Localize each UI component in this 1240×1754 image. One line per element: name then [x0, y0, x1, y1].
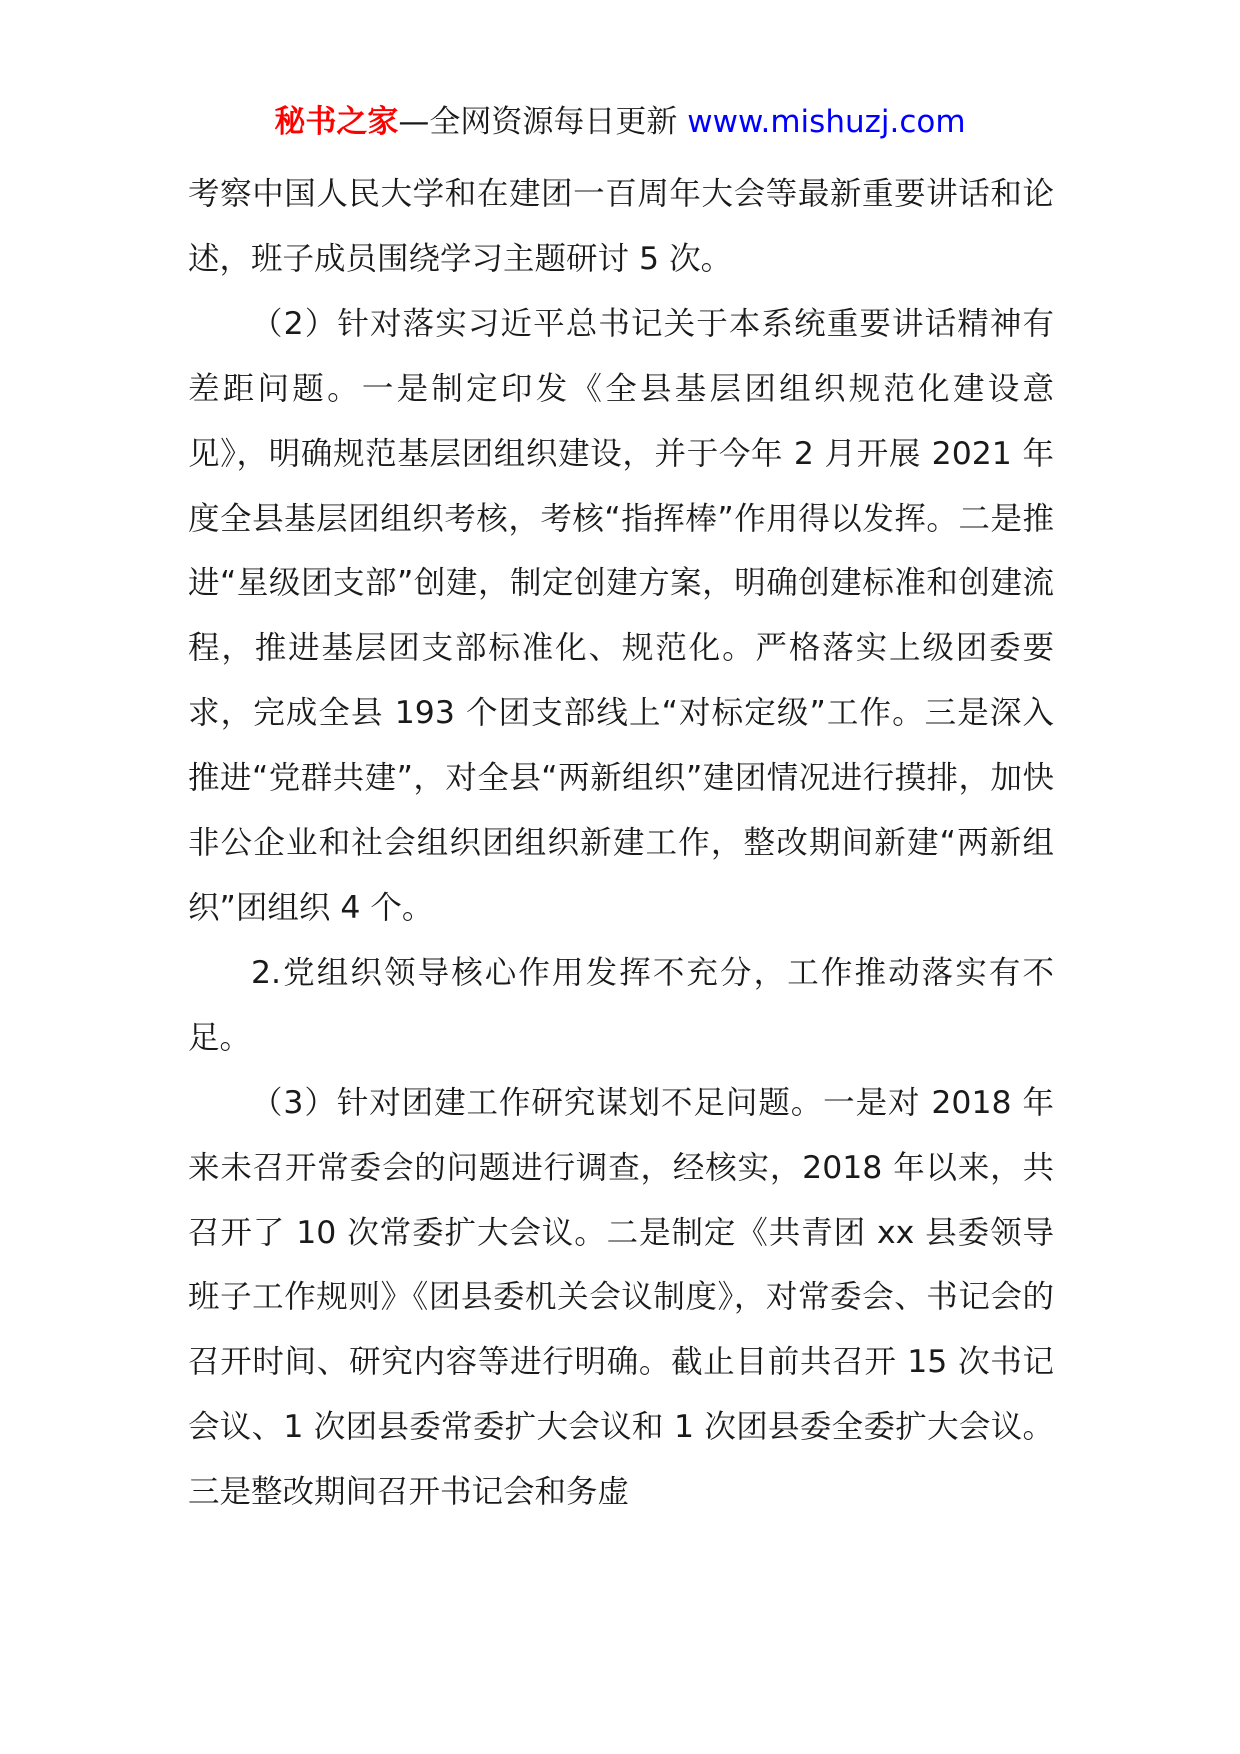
page-header [0, 100, 1240, 144]
paragraph-item-3: （3）针对团建工作研究谋划不足问题。一是对 2018 年来未召开常委会的问题进行调查，经核实，2018 年以来，共召开了 10 次常委扩大会议。二是制定《共青团 xx 县委领导班子工作规则》《团县委机关会议制度》，对常委会、书记会的召开时间、研究内容等进行明确。截止目前共召开 15 次书记会议、1 次团县委常委扩大会议和 1 次团县委全委扩大会议。三是整改期间召开书记会和务虚 [188, 1084, 1054, 1511]
section-heading-2: 2.党组织领导核心作用发挥不充分，工作推动落实有不足。 [188, 954, 1054, 1056]
website-link[interactable]: www.mishuzj.com [687, 104, 966, 140]
paragraph-item-2: （2）针对落实习近平总书记关于本系统重要讲话精神有差距问题。一是制定印发《全县基层团组织规范化建设意见》，明确规范基层团组织建设，并于今年 2 月开展 2021 年度全县基层团组织考核，考核“指挥棒”作用得以发挥。二是推进“星级团支部”创建，制定创建方案，明确创建标准和创建流程，推进基层团支部标准化、规范化。严格落实上级团委要求，完成全县 193 个团支部线上“对标定级”工作。三是深入推进“党群共建”，对全县“两新组织”建团情况进行摸排，加快非公企业和社会组织团组织新建工作，整改期间新建“两新组织”团组织 4 个。 [188, 305, 1054, 926]
paragraph-continuation: 考察中国人民大学和在建团一百周年大会等最新重要讲话和论述，班子成员围绕学习主题研讨 5 次。 [188, 176, 1054, 277]
header-tagline: —全网资源每日更新 [398, 104, 688, 140]
brand-name: 秘书之家 [274, 104, 399, 140]
document-body [188, 162, 1054, 1525]
